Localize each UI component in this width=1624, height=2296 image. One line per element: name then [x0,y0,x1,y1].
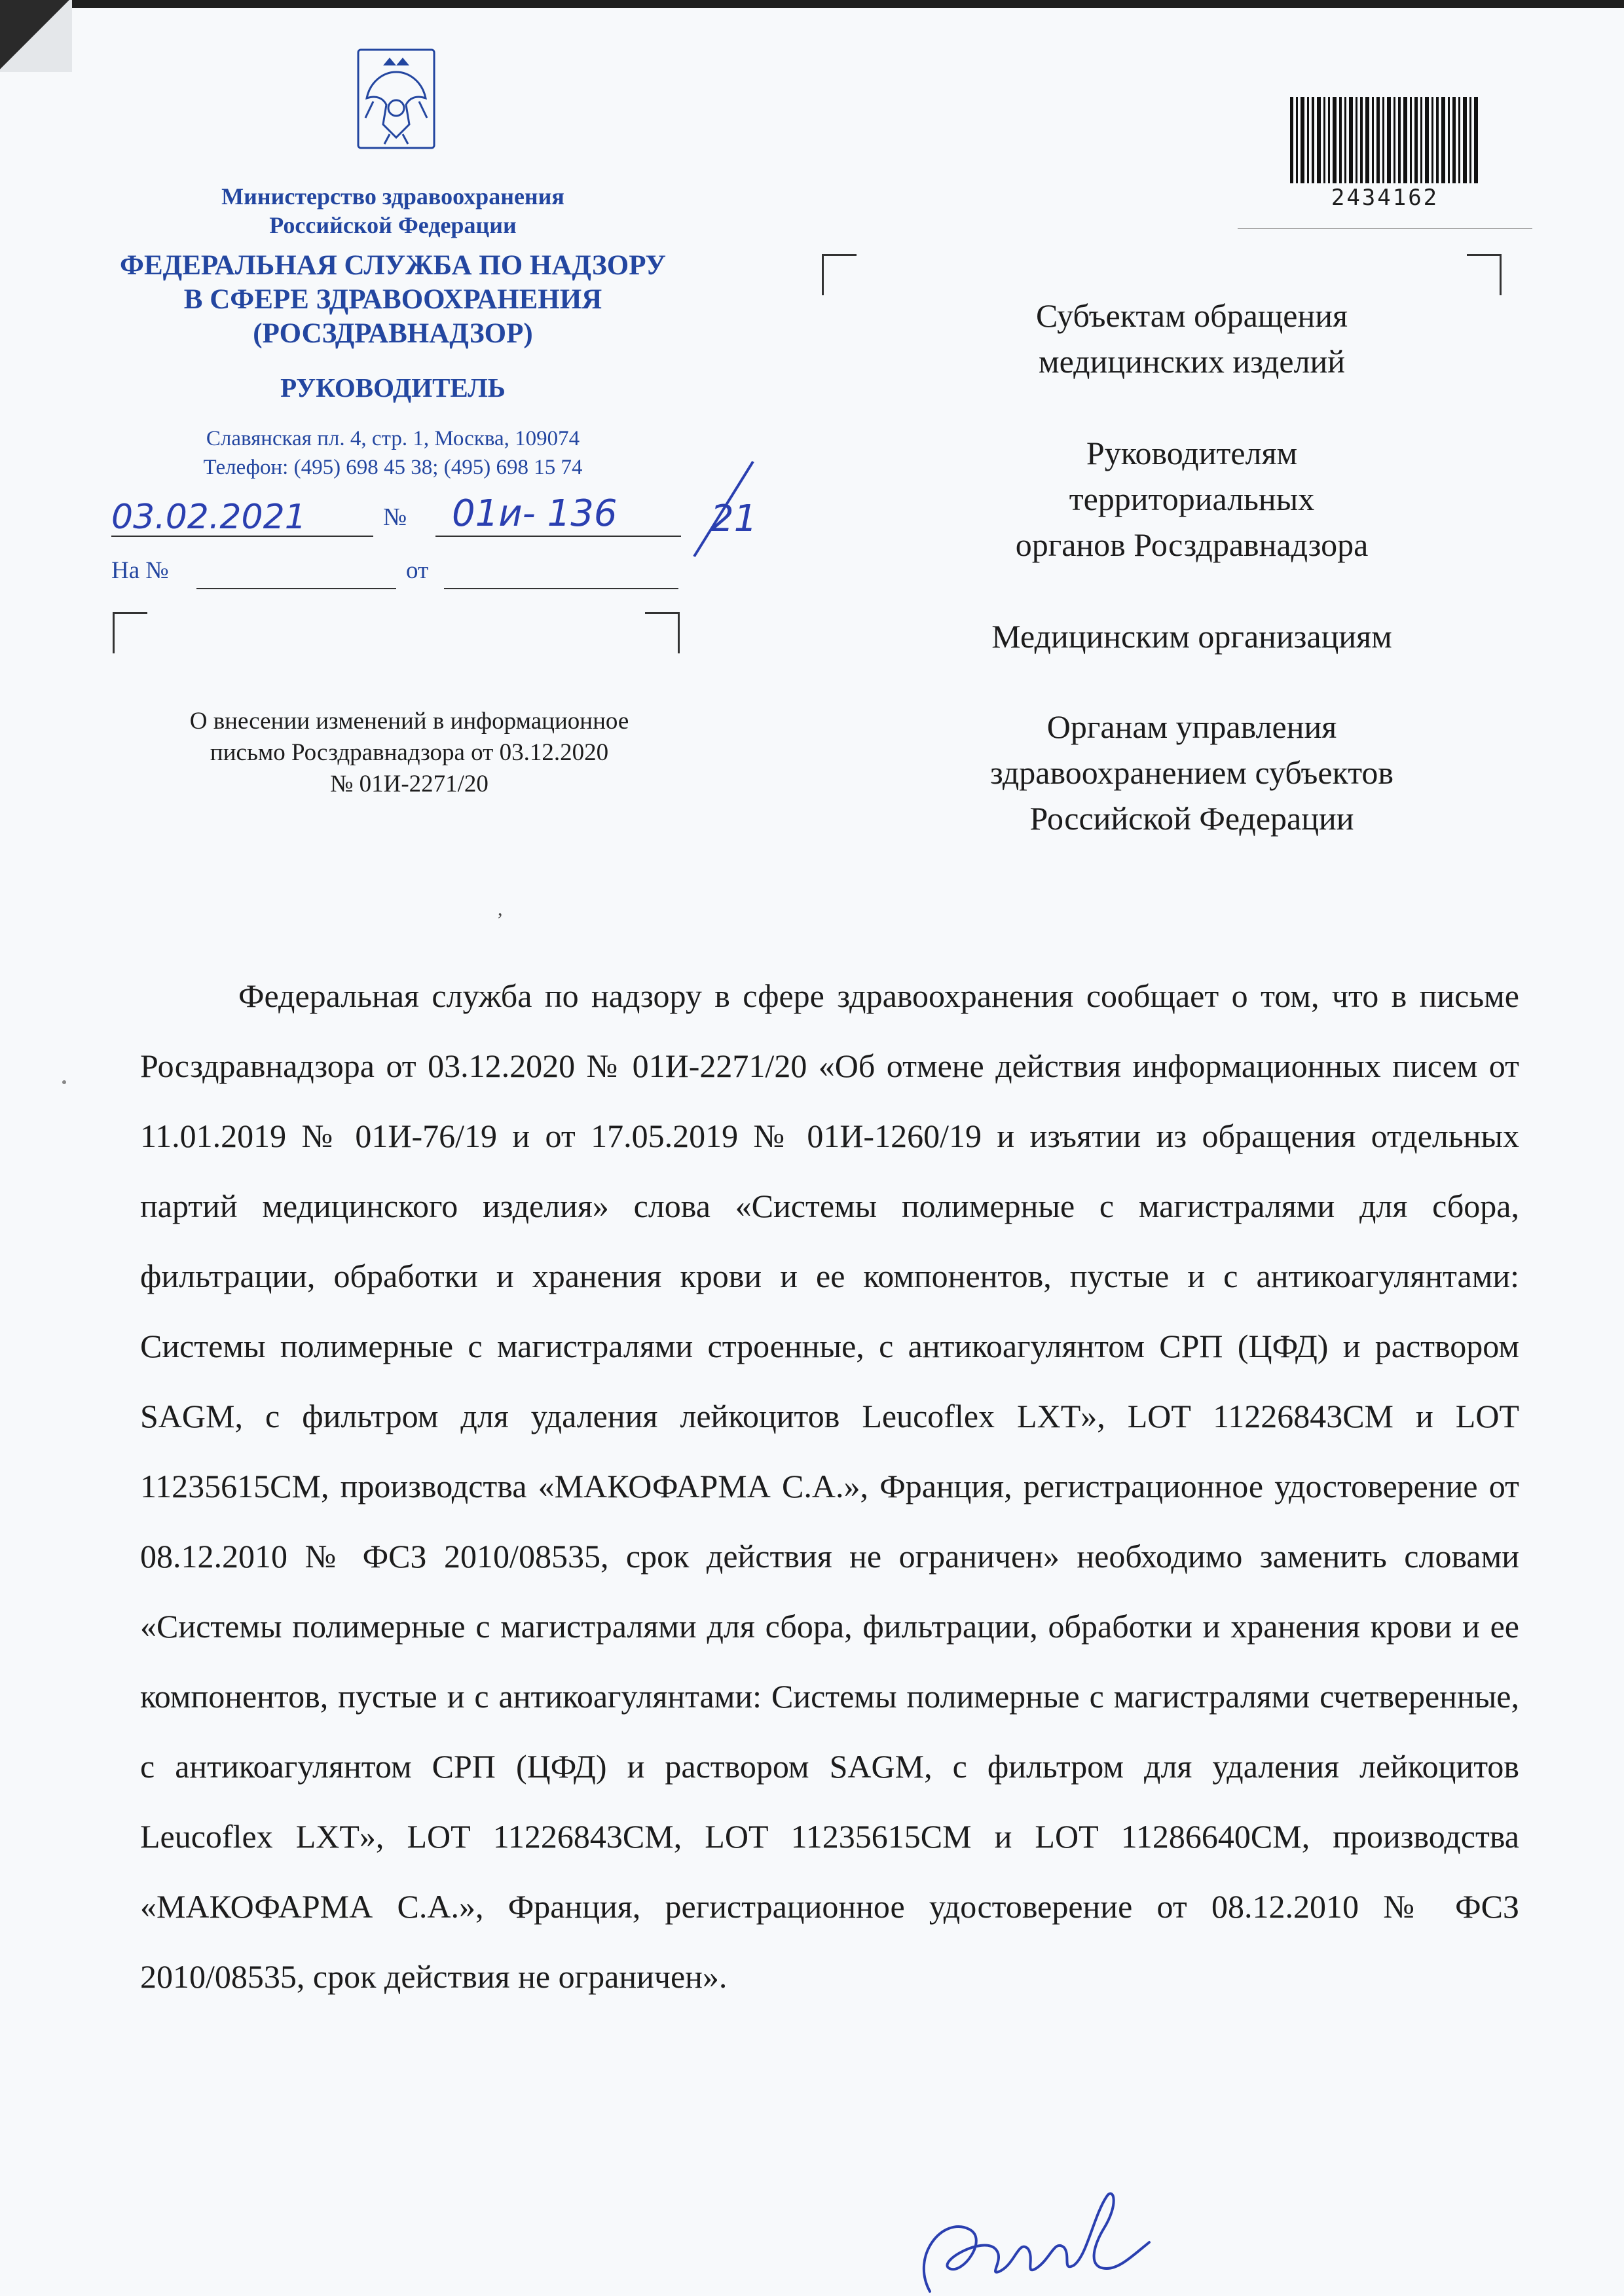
barcode [1290,97,1480,183]
addressee-2 [891,430,1493,568]
subject-line-3: № 01И-2271/20 [330,771,489,797]
addressee-1 [891,293,1493,384]
addressee-line: Медицинским организациям [991,618,1392,655]
position-title: РУКОВОДИТЕЛЬ [280,373,506,403]
contact-block [98,424,688,482]
handwritten-number-suffix: 21 [710,498,758,540]
body-paragraph: Федеральная служба по надзору в сфере здравоохранения сообщает о том, что в письме Росздравнадзора от 03.12.2020 № 01И-2271/20 «Об отмене действия информационных писем от 11.01.2019 № 01И-76/19 и от 17.05.2019 № 01И-1260/19 и изъятии из обращения отдельных партий медицинского изделия» слова «Системы полимерные с магистралями для сбора, фильтрации, обработки и хранения крови и ее компонентов, пустые и с антикоагулянтами: Системы полимерные с магистралями строенные, с антикоагулянтом СРП (ЦФД) и раствором SAGM, с фильтром для удаления лейкоцитов Leucoflex LXT», LOT 11226843CM и LOT 11235615CM, производства «МАКОФАРМА С.А.», Франция, регистрационное удостоверение от 08.12.2010 № ФСЗ 2010/08535, срок действия не ограничен» необходимо заменить словами «Системы полимерные с магистралями для сбора, фильтрации, обработки и хранения крови и ее компонентов, пустые и с антикоагулянтами: Системы полимерные с магистралями счетверенные, с антикоагулянтом СРП (ЦФД) и раствором SAGM, с фильтром для удаления лейкоцитов Leucoflex LXT», LOT 11226843CM, LOT 11235615CM и LOT 11286640CM, производства «МАКОФАРМА С.А.», Франция, регистрационное удостоверение от 08.12.2010 № ФСЗ 2010/08535, срок действия не ограничен». [140,977,1519,1995]
reply-date-label: от [406,557,429,584]
number-underline [435,536,681,537]
handwritten-date: 03.02.2021 [111,498,306,537]
addressee-3 [891,613,1493,659]
barcode-number: 2434162 [1331,185,1439,211]
handwritten-signature [891,2177,1179,2296]
subject-line-2: письмо Росздравнадзора от 03.12.2020 [210,739,609,766]
reply-to-line [196,588,396,589]
reply-date-line [444,588,678,589]
bracket-top-left [113,612,147,653]
scan-dot [62,1080,66,1084]
folded-corner [0,0,72,72]
handwritten-number: 01и- 136 [452,492,618,535]
phone: Телефон: (495) 698 45 38; (495) 698 15 74 [203,456,583,479]
ministry-name [98,182,688,240]
addressee-line: Руководителям [1086,435,1298,471]
bracket-top-right [645,612,680,653]
subject-line-1: О внесении изменений в информационное [189,708,629,735]
address: Славянская пл. 4, стр. 1, Москва, 109074 [206,427,580,450]
subject-block [98,706,720,800]
addressee-line: Российской Федерации [1029,800,1354,837]
coat-of-arms-icon [344,46,449,177]
service-line-2: В СФЕРЕ ЗДРАВООХРАНЕНИЯ [183,284,602,315]
date-underline [111,536,373,537]
scan-speck: , [498,898,503,920]
service-line-1: ФЕДЕРАЛЬНАЯ СЛУЖБА ПО НАДЗОРУ [120,250,666,281]
reply-to-label: На № [111,557,169,584]
addressee-line: медицинских изделий [1038,343,1346,380]
scan-top-edge [0,0,1624,8]
addressee-line: территориальных [1069,481,1315,517]
address-bracket-right [1467,254,1502,295]
addressee-line: Субъектам обращения [1036,297,1348,334]
service-name [98,249,688,351]
address-bracket-left [822,254,857,295]
addressee-line: Органам управления [1046,708,1337,745]
barcode-divider [1238,228,1532,229]
addressee-line: органов Росздравнадзора [1015,526,1369,563]
ministry-line-2: Российской Федерации [269,212,517,238]
addressee-line: здравоохранением субъектов [989,754,1394,791]
service-line-3: (РОСЗДРАВНАДЗОР) [253,318,533,349]
ministry-line-1: Министерство здравоохранения [221,183,564,210]
number-sign: № [383,503,407,531]
addressee-4 [891,704,1493,841]
